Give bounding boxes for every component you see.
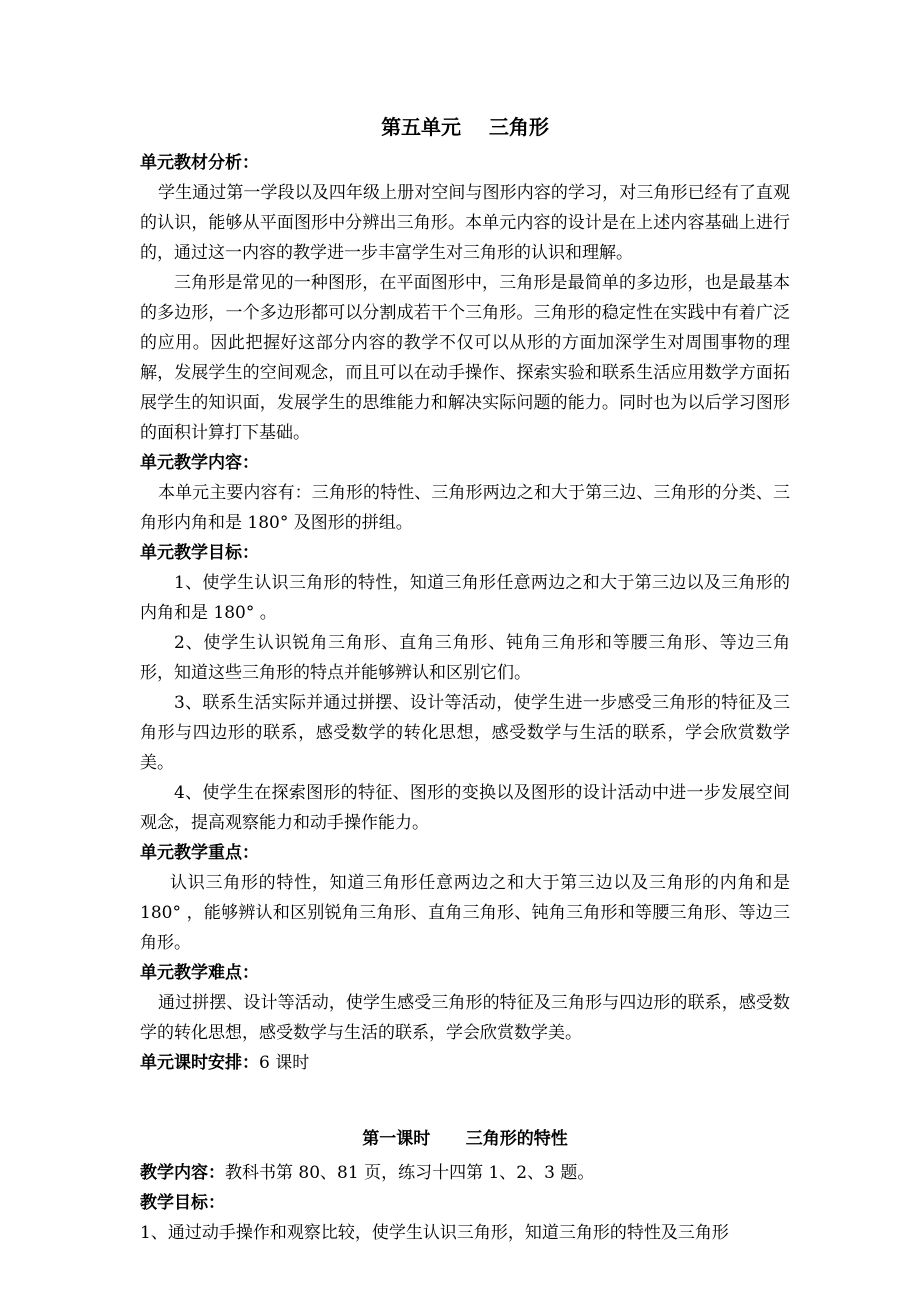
lesson-content-heading: 教学内容：: [140, 1163, 225, 1183]
analysis-paragraph: 学生通过第一学段以及四年级上册对空间与图形内容的学习，对三角形已经有了直观的认识，能够从平面图形中分辨出三角形。本单元内容的设计是在上述内容基础上进行的，通过这一内容的教学进一步丰富学生对三角形的认识和理解。: [140, 183, 790, 263]
lesson-objectives-heading: 教学目标：: [140, 1193, 225, 1213]
analysis-paragraph: 三角形是常见的一种图形，在平面图形中，三角形是最简单的多边形，也是最基本的多边形，一个多边形都可以分割成若干个三角形。三角形的稳定性在实践中有着广泛的应用。因此把握好这部分内容的教学不仅可以从形的方面加深学生对周围事物的理解，发展学生的空间观念，而且可以在动手操作、探索实验和联系生活应用数学方面拓展学生的知识面，发展学生的思维能力和解决实际问题的能力。同时也为以后学习图形的面积计算打下基础。: [140, 273, 790, 443]
schedule-line: [140, 1048, 790, 1078]
key-points-paragraph: 认识三角形的特性，知道三角形任意两边之和大于第三边以及三角形的内角和是 180° ，能够辨认和区别锐角三角形、直角三角形、钝角三角形和等腰三角形、等边三角形。: [140, 873, 790, 953]
unit-title: 第五单元 三角形: [381, 115, 549, 139]
analysis-heading: 单元教材分析：: [140, 153, 259, 173]
objective-item: 2、使学生认识锐角三角形、直角三角形、钝角三角形和等腰三角形、等边三角形，知道这些三角形的特点并能够辨认和区别它们。: [140, 633, 790, 683]
lesson-title: 第一课时 三角形的特性: [362, 1129, 568, 1149]
key-points-heading: 单元教学重点：: [140, 843, 259, 863]
schedule-heading: 单元课时安排：: [140, 1053, 259, 1073]
lesson-content-line: [140, 1158, 790, 1188]
objectives-heading: 单元教学目标：: [140, 543, 259, 563]
document-body: [140, 112, 790, 1248]
lesson-objective-item: 1、通过动手操作和观察比较，使学生认识三角形，知道三角形的特性及三角形: [140, 1223, 729, 1243]
content-heading: 单元教学内容：: [140, 453, 259, 473]
difficulties-paragraph: 通过拼摆、设计等活动，使学生感受三角形的特征及三角形与四边形的联系，感受数学的转化思想，感受数学与生活的联系，学会欣赏数学美。: [140, 993, 790, 1043]
difficulties-heading: 单元教学难点：: [140, 963, 259, 983]
lesson-content-value: 教科书第 80、81 页，练习十四第 1、2、3 题。: [225, 1163, 595, 1183]
section-spacer: [140, 1078, 790, 1124]
schedule-value: 6 课时: [259, 1053, 310, 1073]
objective-item: 1、使学生认识三角形的特性，知道三角形任意两边之和大于第三边以及三角形的内角和是 180° 。: [140, 573, 790, 623]
objective-item: 4、使学生在探索图形的特征、图形的变换以及图形的设计活动中进一步发展空间观念，提高观察能力和动手操作能力。: [140, 783, 790, 833]
content-paragraph: 本单元主要内容有：三角形的特性、三角形两边之和大于第三边、三角形的分类、三角形内角和是 180° 及图形的拼组。: [140, 483, 790, 533]
objective-item: 3、联系生活实际并通过拼摆、设计等活动，使学生进一步感受三角形的特征及三角形与四边形的联系，感受数学的转化思想，感受数学与生活的联系，学会欣赏数学美。: [140, 693, 790, 773]
